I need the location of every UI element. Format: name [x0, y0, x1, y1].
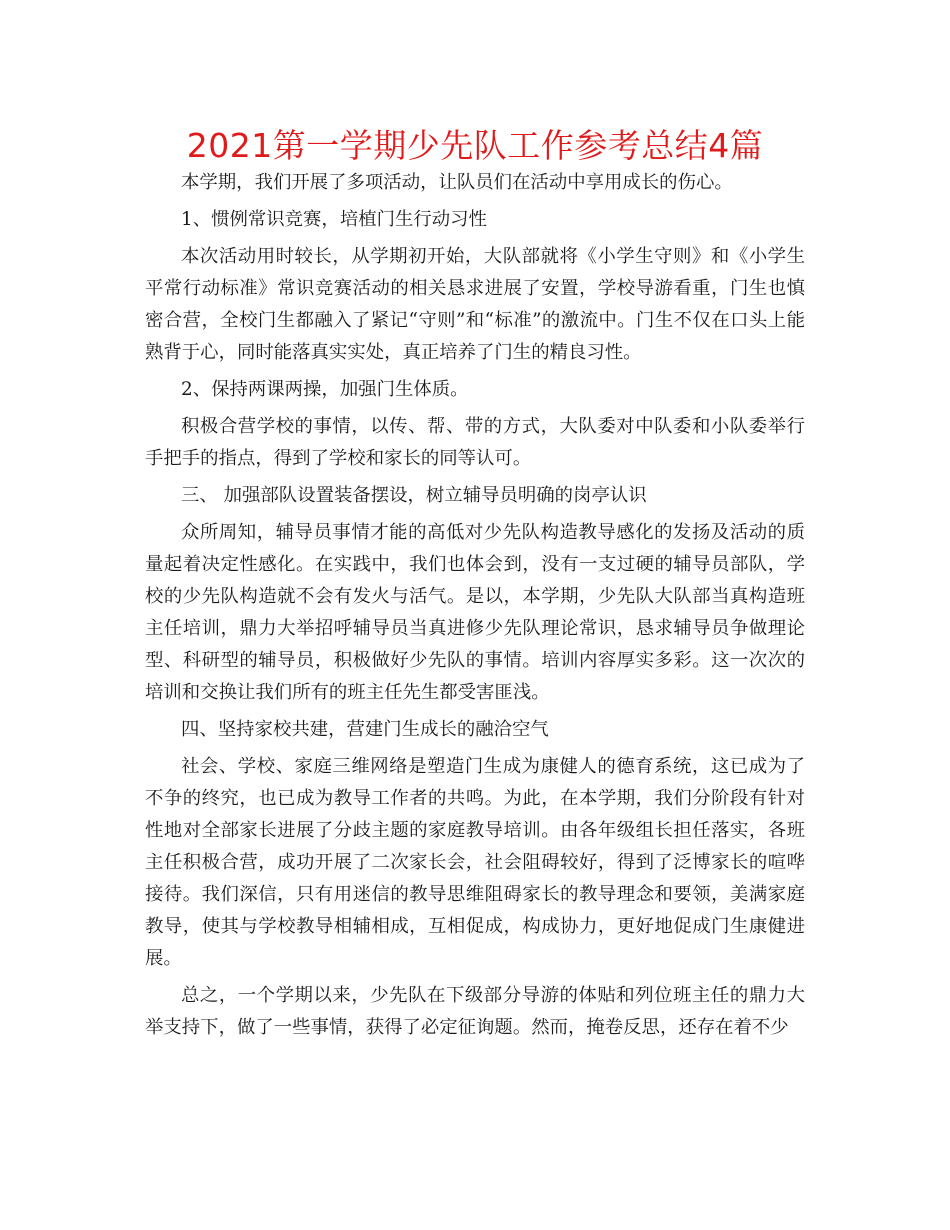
paragraph-section-1: 本次活动用时较长，从学期初开始，大队部就将《小学生守则》和《小学生平常行动标准》常识竞赛活动的相关恳求进展了安置，学校导游看重，门生也慎密合营，全校门生都融入了紧记“守则”和“标准”的激流中。门生不仅在口头上能熟背于心，同时能落真实实处，真正培养了门生的精良习性。	[145, 246, 805, 363]
document-body	[145, 167, 805, 1049]
paragraph-section-3: 众所周知，辅导员事情才能的高低对少先队构造教导感化的发扬及活动的质量起着决定性感化。在实践中，我们也体会到，没有一支过硬的辅导员部队，学校的少先队构造就不会有发火与活气。是以，本学期，少先队大队部当真构造班主任培训，鼎力大举招呼辅导员当真进修少先队理论常识，恳求辅导员争做理论型、科研型的辅导员，积极做好少先队的事情。培训内容厚实多彩。这一次次的培训和交换让我们所有的班主任先生都受害匪浅。	[145, 522, 805, 703]
paragraph-intro: 本学期，我们开展了多项活动，让队员们在活动中享用成长的伤心。	[181, 172, 733, 193]
paragraph-conclusion: 总之，一个学期以来，少先队在下级部分导游的体贴和列位班主任的鼎力大举支持下，做了一些事情，获得了必定征询题。然而，掩卷反思，还存在着不少	[145, 985, 805, 1038]
document-title: 2021第一学期少先队工作参考总结4篇	[186, 126, 764, 165]
section-heading-1: 1、惯例常识竞赛，培植门生行动习性	[181, 209, 487, 230]
section-heading-4: 四、坚持家校共建，营建门生成长的融洽空气	[181, 719, 549, 740]
paragraph-section-4: 社会、学校、家庭三维网络是塑造门生成为康健人的德育系统，这已成为了不争的终究，也已成为教导工作者的共鸣。为此，在本学期，我们分阶段有针对性地对全部家长进展了分歧主题的家庭教导培训。由各年级组长担任落实，各班主任积极合营，成功开展了二次家长会，社会阻碍较好，得到了泛博家长的喧哗接待。我们深信，只有用迷信的教导思维阻碍家长的教导理念和要领，美满家庭教导，使其与学校教导相辅相成，互相促成，构成协力，更好地促成门生康健进展。	[145, 756, 805, 969]
paragraph-section-2: 积极合营学校的事情，以传、帮、带的方式，大队委对中队委和小队委举行手把手的指点，得到了学校和家长的同等认可。	[145, 416, 805, 469]
section-heading-3: 三、 加强部队设置装备摆设，树立辅导员明确的岗亭认识	[181, 485, 647, 506]
section-heading-2: 2、保持两课两操，加强门生体质。	[181, 379, 469, 400]
